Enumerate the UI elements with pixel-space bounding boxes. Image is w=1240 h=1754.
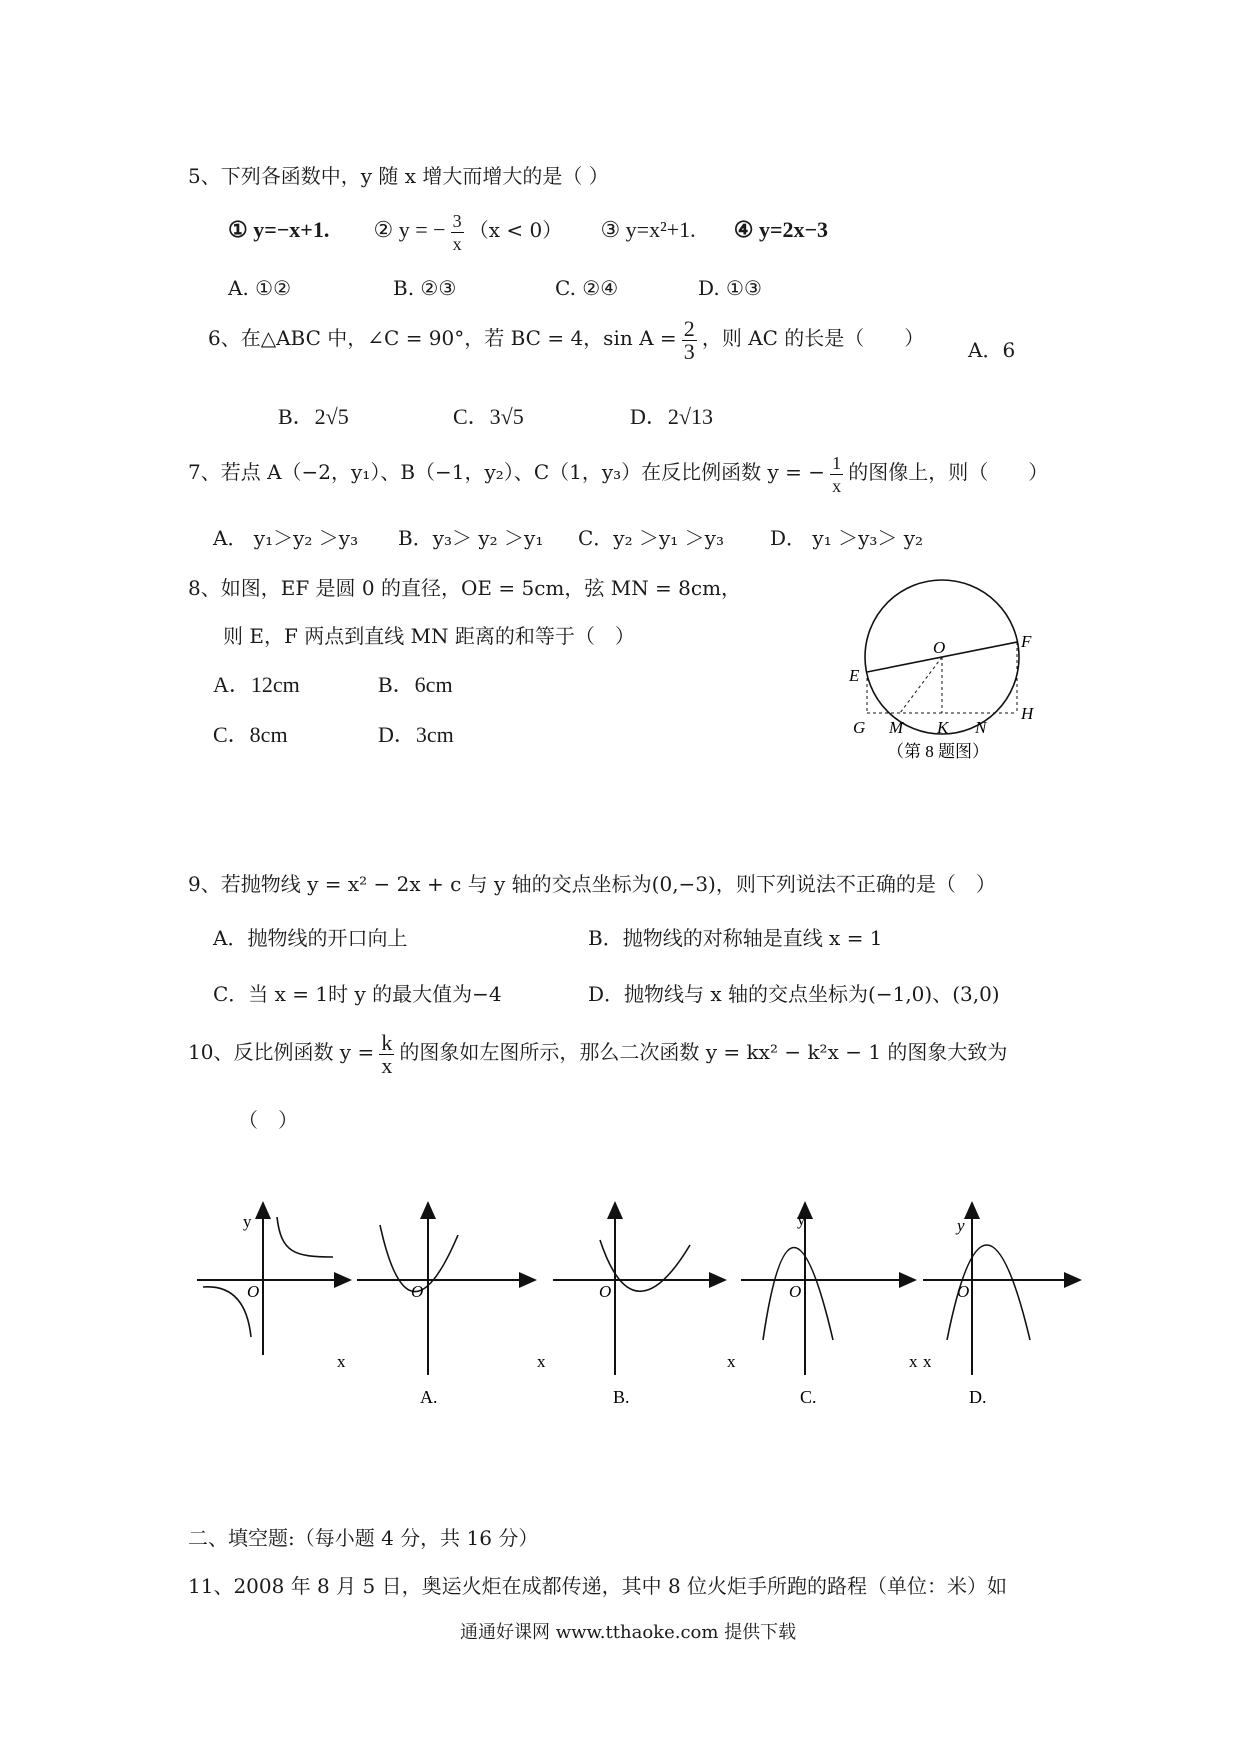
graph-d-y-label: y bbox=[957, 1216, 965, 1235]
q10-fraction bbox=[379, 1032, 394, 1077]
label-n: N bbox=[975, 718, 987, 737]
q10-frac-den: x bbox=[381, 1053, 393, 1078]
q5-item-2: ② y = − bbox=[373, 217, 446, 242]
graph0-x-label: x bbox=[337, 1352, 346, 1371]
graph-d bbox=[923, 1203, 1080, 1407]
graph-a bbox=[357, 1203, 546, 1407]
q7-option-a: A． y₁＞y₂ ＞y₃ bbox=[213, 526, 359, 550]
q5-item-1: ① y=−x+1. bbox=[228, 217, 330, 242]
label-h: H bbox=[1021, 704, 1034, 723]
q6-option-d: D．2√13 bbox=[630, 404, 713, 429]
q7-option-c: C．y₂ ＞y₁ ＞y₃ bbox=[578, 526, 724, 550]
q7-fraction bbox=[830, 452, 843, 497]
q9-option-d: D．抛物线与 x 轴的交点坐标为(−1,0)、(3,0) bbox=[588, 982, 1000, 1006]
graph-hyperbola bbox=[197, 1203, 350, 1371]
q7-stem-b: 的图像上，则（ ） bbox=[848, 460, 1049, 484]
q7-stem bbox=[188, 452, 1048, 504]
graph-a-x-label: x bbox=[537, 1352, 546, 1371]
graph-c-x-label: x bbox=[909, 1352, 918, 1371]
q9-option-c: C．当 x = 1时 y 的最大值为−4 bbox=[213, 982, 502, 1006]
label-f: F bbox=[1021, 632, 1032, 651]
q6-option-c: C．3√5 bbox=[453, 404, 524, 429]
q7-frac-den: x bbox=[832, 476, 842, 496]
q6-option-a: A．6 bbox=[968, 338, 1016, 362]
q9-option-a: A．抛物线的开口向上 bbox=[213, 926, 408, 950]
q8-figure-caption: （第 8 题图） bbox=[887, 742, 989, 761]
q5-option-a: A. ①② bbox=[228, 276, 292, 300]
q5-option-c: C. ②④ bbox=[555, 276, 619, 300]
label-o: O bbox=[933, 638, 946, 657]
q6-option-b: B．2√5 bbox=[278, 404, 349, 429]
segment-om bbox=[900, 657, 942, 713]
q10-paren: （ ） bbox=[238, 1108, 298, 1132]
q7-frac-num: 1 bbox=[832, 453, 842, 473]
label-m: M bbox=[889, 718, 904, 737]
graph-b-x-label: x bbox=[727, 1352, 736, 1371]
q5-frac-num: 3 bbox=[452, 211, 462, 231]
q5-item-2-cond: （x < 0） bbox=[468, 218, 563, 242]
q6-stem bbox=[208, 318, 924, 374]
graph0-origin: O bbox=[247, 1282, 260, 1301]
graph-c-origin: O bbox=[789, 1282, 802, 1301]
q7-stem-a: 7、若点 A（−2，y₁）、B（−1，y₂）、C（1，y₃）在反比例函数 y = − bbox=[188, 460, 826, 484]
q6-frac-num: 2 bbox=[683, 316, 695, 341]
label-k: K bbox=[937, 718, 949, 737]
q10-stem-a: 10、反比例函数 y = bbox=[188, 1040, 375, 1064]
q6-stem-a: 6、在△ABC 中，∠C = 90°，若 BC = 4，sin A = bbox=[208, 326, 677, 350]
q11-stem: 11、2008 年 8 月 5 日，奥运火炬在成都传递，其中 8 位火炬手所跑的路程（单位：米）如 bbox=[188, 1574, 1008, 1598]
q8-line2: 则 E，F 两点到直线 MN 距离的和等于（ ） bbox=[223, 624, 635, 648]
graph-a-origin: O bbox=[411, 1282, 424, 1301]
q7-option-b: B．y₃＞ y₂ ＞y₁ bbox=[398, 526, 544, 550]
q6-stem-b: ，则 AC 的长是（ ） bbox=[701, 326, 925, 350]
q8-option-d: D．3cm bbox=[378, 722, 454, 747]
q5-frac-den: x bbox=[452, 234, 462, 254]
graph-c-y-label: y bbox=[797, 1210, 806, 1229]
q8-circle-figure bbox=[845, 565, 1065, 775]
label-e: E bbox=[849, 666, 860, 685]
q6-fraction bbox=[682, 318, 697, 363]
q5-item-4: ④ y=2x−3 bbox=[733, 217, 829, 242]
graph-d-origin: O bbox=[957, 1282, 970, 1301]
q10-frac-num: k bbox=[381, 1030, 393, 1055]
q8-option-c: C．8cm bbox=[213, 722, 288, 747]
graph-a-label: A. bbox=[420, 1387, 438, 1407]
q5-option-b: B. ②③ bbox=[393, 276, 457, 300]
graph-d-label: D. bbox=[969, 1387, 987, 1407]
q10-graphs bbox=[185, 1195, 1085, 1430]
q8-option-b: B．6cm bbox=[378, 672, 453, 697]
page-footer: 通通好课网 www.tthaoke.com 提供下载 bbox=[460, 1622, 797, 1643]
q5-stem: 5、下列各函数中，y 随 x 增大而增大的是（ ） bbox=[188, 164, 609, 188]
q10-stem-b: 的图象如左图所示，那么二次函数 y = kx² − k²x − 1 的图象大致为 bbox=[399, 1040, 1008, 1064]
q8-line1: 8、如图，EF 是圆 0 的直径，OE = 5cm，弦 MN = 8cm， bbox=[188, 576, 742, 600]
q5-fraction bbox=[451, 210, 464, 255]
graph-b-label: B. bbox=[613, 1387, 630, 1407]
q6-frac-den: 3 bbox=[683, 339, 695, 364]
q7-option-d: D． y₁ ＞y₃＞ y₂ bbox=[770, 526, 924, 550]
q5-items bbox=[228, 210, 828, 260]
graph-c bbox=[741, 1203, 918, 1407]
q5-item-3: ③ y=x²+1. bbox=[600, 217, 696, 242]
q10-stem bbox=[188, 1032, 1007, 1088]
graph-b bbox=[553, 1203, 736, 1407]
section2-title: 二、填空题:（每小题 4 分，共 16 分） bbox=[188, 1526, 539, 1550]
q5-option-d: D. ①③ bbox=[698, 276, 762, 300]
label-g: G bbox=[853, 718, 866, 737]
q9-stem: 9、若抛物线 y = x² − 2x + c 与 y 轴的交点坐标为(0,−3)，则下列说法不正确的是（ ） bbox=[188, 872, 996, 896]
graph0-y-label: y bbox=[243, 1212, 252, 1231]
q8-option-a: A．12cm bbox=[213, 672, 300, 697]
graph-d-x-label: x bbox=[923, 1352, 932, 1371]
graph-c-label: C. bbox=[800, 1387, 817, 1407]
graph-b-origin: O bbox=[599, 1282, 612, 1301]
q9-option-b: B．抛物线的对称轴是直线 x = 1 bbox=[588, 926, 883, 950]
